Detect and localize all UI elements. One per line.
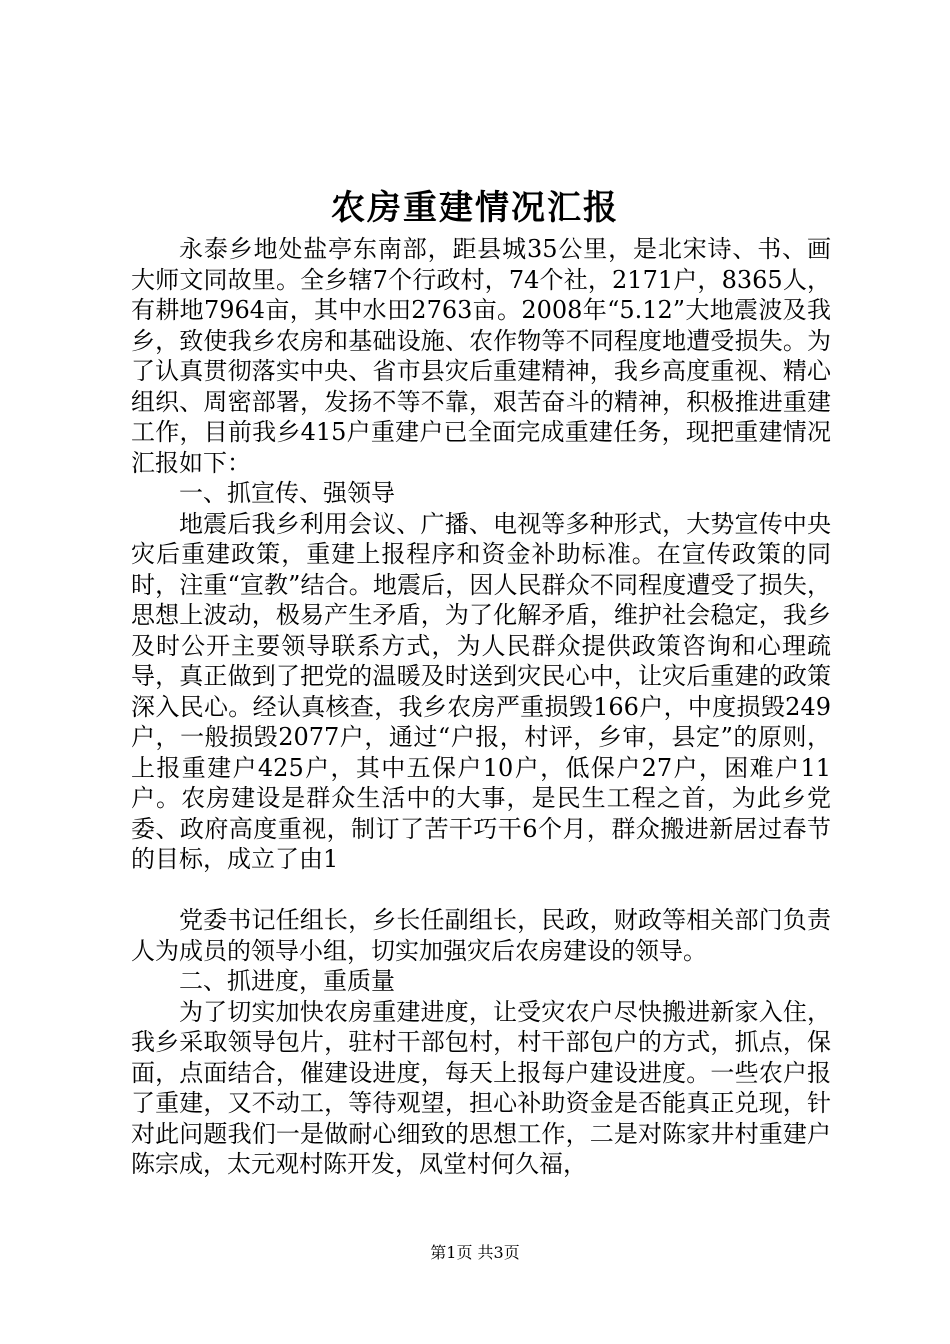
section-2-paragraph: 为了切实加快农房重建进度，让受灾农户尽快搬进新家入住，我乡采取领导包片，驻村干部包村，村干部包户的方式，抓点，保面，点面结合，催建设进度，每天上报每户建设进度。一些农户报了重建，又不动工，等待观望，担心补助资金是否能真正兑现，针对此问题我们一是做耐心细致的思想工作，二是对陈家井村重建户陈宗成，太元观村陈开发，凤堂村何久福， (131, 997, 831, 1178)
document-title: 农房重建情况汇报 (331, 188, 619, 228)
page-content-part-2 (131, 905, 831, 1180)
section-1-heading: 一、抓宣传、强领导 (179, 479, 395, 507)
continuation-paragraph: 党委书记任组长，乡长任副组长，民政，财政等相关部门负责人为成员的领导小组，切实加强灾后农房建设的领导。 (131, 906, 831, 965)
intro-paragraph: 永泰乡地处盐亭东南部，距县城35公里，是北宋诗、书、画大师文同故里。全乡辖7个行政村，74个社，2171户，8365人，有耕地7964亩，其中水田2763亩。2008年“5.12”大地震波及我乡，致使我乡农房和基础设施、农作物等不同程度地遭受损失。为了认真贯彻落实中央、省市县灾后重建精神，我乡高度重视、精心组织、周密部署，发扬不等不靠，艰苦奋斗的精神，积极推进重建工作，目前我乡415户重建户已全面完成重建任务，现把重建情况汇报如下： (131, 235, 831, 477)
page-number-footer: 第1页 共3页 (430, 1243, 520, 1262)
section-2-heading: 二、抓进度，重质量 (179, 967, 395, 995)
page-content-part-1 (131, 234, 831, 875)
section-1-paragraph: 地震后我乡利用会议、广播、电视等多种形式，大势宣传中央灾后重建政策，重建上报程序和资金补助标准。在宣传政策的同时，注重“宣教”结合。地震后，因人民群众不同程度遭受了损失，思想上波动，极易产生矛盾，为了化解矛盾，维护社会稳定，我乡及时公开主要领导联系方式，为人民群众提供政策咨询和心理疏导，真正做到了把党的温暖及时送到灾民心中，让灾后重建的政策深入民心。经认真核查，我乡农房严重损毁166户，中度损毁249户，一般损毁2077户，通过“户报，村评，乡审，县定”的原则，上报重建户425户，其中五保户10户，低保户27户，困难户11户。农房建设是群众生活中的大事，是民生工程之首，为此乡党委、政府高度重视，制订了苦干巧干6个月，群众搬进新居过春节的目标，成立了由1 (131, 509, 831, 873)
